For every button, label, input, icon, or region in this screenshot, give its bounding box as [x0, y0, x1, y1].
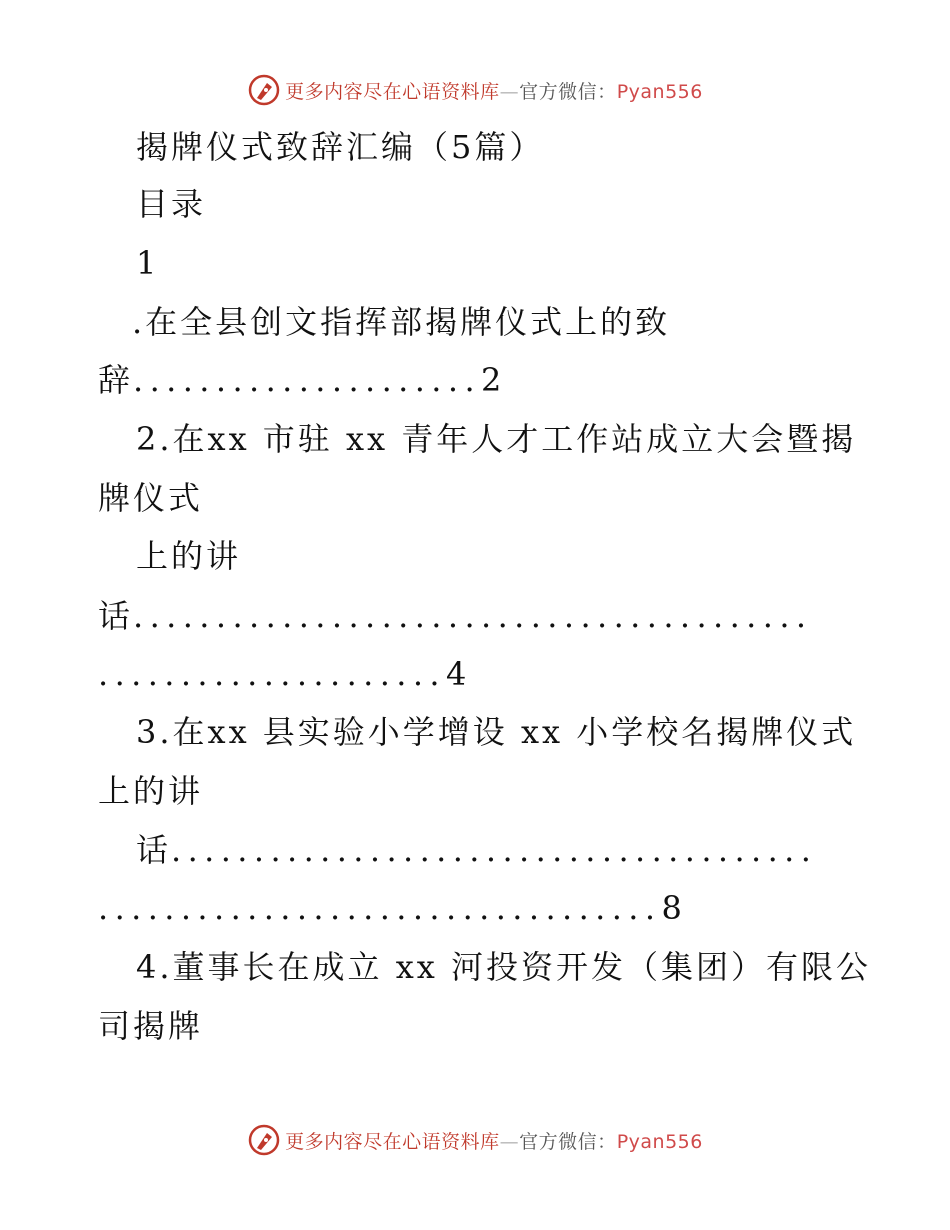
toc-entry-1-title-line1: .在全县创文指挥部揭牌仪式上的致 [132, 303, 671, 341]
toc-entry-3-page: 8 [661, 889, 685, 927]
banner-text [285, 77, 703, 104]
toc-entry-1-number: 1 [136, 244, 160, 282]
banner-wechat-id: Pyan556 [616, 80, 703, 103]
banner-separator: — [499, 1130, 520, 1153]
toc-entry-3-title-line3: 话 [136, 831, 172, 869]
pen-nib-logo-icon [247, 1123, 281, 1157]
toc-entry-1-title-line2: 辞 [98, 361, 134, 399]
footer-banner [0, 1120, 950, 1160]
toc-entry-2-title-line2: 牌仪式 [98, 479, 204, 517]
banner-main-text: 更多内容尽在心语资料库 [285, 1130, 500, 1153]
banner-separator: — [499, 80, 520, 103]
toc-entry-3-line4 [98, 888, 685, 928]
toc-entry-2-line4 [98, 596, 812, 636]
document-title: 揭牌仪式致辞汇编（5篇） [136, 128, 545, 166]
banner-wechat-id: Pyan556 [616, 1130, 703, 1153]
toc-entry-3-line3 [136, 830, 817, 870]
toc-entry-2-title-line4: 话 [98, 597, 134, 635]
header-banner [0, 70, 950, 110]
toc-entry-2-title-line3: 上的讲 [136, 537, 242, 575]
banner-label: 官方微信： [519, 1130, 617, 1153]
toc-entry-4-title-line2: 司揭牌 [98, 1007, 204, 1045]
toc-entry-1-page: 2 [481, 361, 505, 399]
toc-entry-2-page: 4 [446, 655, 470, 693]
toc-entry-3-title-line2: 上的讲 [98, 772, 204, 810]
banner-label: 官方微信： [519, 80, 617, 103]
toc-entry-2-line5 [98, 654, 469, 694]
toc-entry-2-leader2: ..................... [98, 655, 447, 693]
toc-entry-3-leader1: ....................................... [171, 831, 818, 869]
toc-entry-3-leader2: .................................. [98, 889, 662, 927]
banner-main-text: 更多内容尽在心语资料库 [285, 80, 500, 103]
toc-entry-2-title-line1: 2.在xx 市驻 xx 青年人才工作站成立大会暨揭 [136, 420, 857, 458]
toc-entry-4-title-line1: 4.董事长在成立 xx 河投资开发（集团）有限公 [136, 948, 871, 986]
toc-entry-2-leader1: ......................................... [133, 597, 813, 635]
pen-nib-logo-icon [247, 73, 281, 107]
toc-heading: 目录 [136, 185, 207, 223]
toc-entry-1-line2 [98, 360, 504, 400]
banner-text [285, 1127, 703, 1154]
toc-entry-1-leader: ..................... [133, 361, 482, 399]
toc-entry-3-title-line1: 3.在xx 县实验小学增设 xx 小学校名揭牌仪式 [136, 713, 857, 751]
